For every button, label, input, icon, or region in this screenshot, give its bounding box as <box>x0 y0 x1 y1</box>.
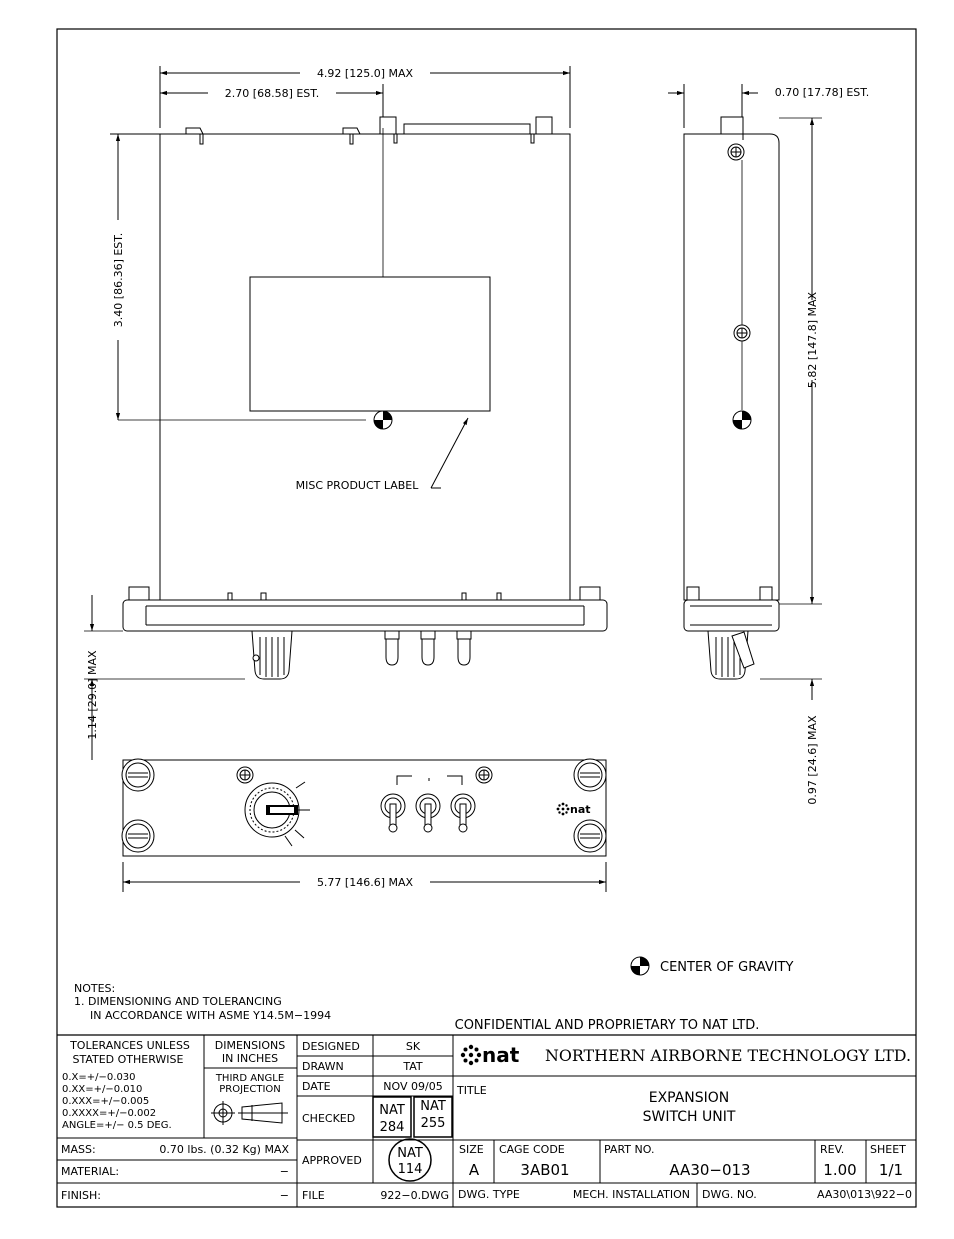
cog-legend-icon <box>631 957 649 975</box>
tolerance-2: 0.XX=+/−0.010 <box>62 1084 143 1095</box>
svg-text:284: 284 <box>379 1120 405 1135</box>
toggle-front-3 <box>451 794 475 832</box>
company-name: NORTHERN AIRBORNE TECHNOLOGY LTD. <box>545 1046 911 1065</box>
toggle-front-2 <box>416 794 440 832</box>
dim-knob-protrusion: 1.14 [29.0] MAX <box>86 650 99 740</box>
faceplate-side <box>684 600 779 631</box>
date-value: NOV 09/05 <box>383 1080 443 1093</box>
dim-front-width: 5.77 [146.6] MAX <box>316 876 414 889</box>
title-label: TITLE <box>457 1084 487 1097</box>
finish-value: − <box>279 1189 289 1202</box>
drawn-label: DRAWN <box>302 1060 344 1073</box>
front-screw-bl <box>122 820 154 852</box>
note-1-cont: IN ACCORDANCE WITH ASME Y14.5M−1994 <box>90 1009 332 1022</box>
notes <box>74 982 331 1022</box>
tolerance-1: 0.X=+/−0.030 <box>62 1072 136 1083</box>
front-screw-toggles <box>476 767 492 783</box>
front-nat-logo <box>557 803 591 816</box>
title-block <box>57 1035 916 1207</box>
size-value: A <box>468 1161 480 1179</box>
toggle-top-2 <box>421 631 435 665</box>
projection-title-1: THIRD ANGLE <box>215 1073 285 1084</box>
dim-cg-y: 3.40 [86.36] EST. <box>112 232 125 328</box>
top-view <box>84 64 607 760</box>
cage-code-label: CAGE CODE <box>499 1143 565 1156</box>
designed-value: SK <box>405 1040 421 1053</box>
file-label: FILE <box>302 1189 325 1202</box>
material-value: − <box>279 1165 289 1178</box>
rotary-knob-top <box>252 631 292 679</box>
front-screw-tl <box>122 759 154 791</box>
dwg-type-value: MECH. INSTALLATION <box>572 1188 690 1201</box>
mass-value: 0.70 lbs. (0.32 Kg) MAX <box>159 1143 289 1156</box>
dim-side-knob: 0.97 [24.6] MAX <box>806 715 819 805</box>
mass-label: MASS: <box>61 1143 96 1156</box>
dimensions-title-2: IN INCHES <box>221 1052 279 1065</box>
drawn-value: TAT <box>403 1060 423 1073</box>
faceplate-top <box>123 600 607 631</box>
dimensions-title-1: DIMENSIONS <box>214 1039 286 1052</box>
svg-text:NAT: NAT <box>420 1099 446 1114</box>
approved-label: APPROVED <box>302 1154 362 1167</box>
company-logo <box>461 1043 520 1067</box>
svg-text:114: 114 <box>397 1162 423 1177</box>
sheet-label: SHEET <box>870 1143 906 1156</box>
checked-stamp-255 <box>414 1097 452 1137</box>
rev-label: REV. <box>820 1143 845 1156</box>
cog-marker-top <box>374 411 392 429</box>
tolerance-3: 0.XXX=+/−0.005 <box>62 1096 150 1107</box>
side-view <box>668 84 869 805</box>
tolerances-title-1: TOLERANCES UNLESS <box>70 1039 190 1052</box>
dwg-no-value: AA30\013\922−0 <box>817 1188 912 1201</box>
size-label: SIZE <box>459 1143 484 1156</box>
part-no-value: AA30−013 <box>669 1161 751 1179</box>
cage-code-value: 3AB01 <box>520 1161 570 1179</box>
projection-title-2: PROJECTION <box>219 1084 281 1095</box>
checked-stamp-284 <box>373 1097 411 1137</box>
toggle-top-1 <box>385 631 399 665</box>
date-label: DATE <box>302 1080 331 1093</box>
unit-body-side <box>684 134 779 600</box>
dim-side-height: 5.82 [147.8] MAX <box>806 291 819 389</box>
tolerance-4: 0.XXXX=+/−0.002 <box>62 1108 157 1119</box>
checked-label: CHECKED <box>302 1112 356 1125</box>
cog-legend-text: CENTER OF GRAVITY <box>660 960 794 975</box>
rotary-knob-front <box>245 782 310 846</box>
designed-label: DESIGNED <box>302 1040 360 1053</box>
front-view <box>122 759 606 892</box>
third-angle-projection-symbol <box>211 1101 288 1125</box>
front-screw-knob <box>237 767 253 783</box>
toggle-top-3 <box>457 631 471 665</box>
notes-heading: NOTES: <box>74 982 116 995</box>
dwg-no-label: DWG. NO. <box>702 1188 757 1201</box>
tolerance-angle: ANGLE=+/− 0.5 DEG. <box>62 1120 172 1131</box>
rev-value: 1.00 <box>823 1161 857 1179</box>
front-panel <box>123 760 606 856</box>
svg-text:nat: nat <box>570 803 591 816</box>
material-label: MATERIAL: <box>61 1165 120 1178</box>
note-1: 1. DIMENSIONING AND TOLERANCING <box>74 995 282 1008</box>
tolerances-title-2: STATED OTHERWISE <box>72 1053 184 1066</box>
file-value: 922−0.DWG <box>380 1189 449 1202</box>
misc-product-label-callout: MISC PRODUCT LABEL <box>295 479 419 492</box>
dim-cg-x: 2.70 [68.58] EST. <box>224 87 320 100</box>
cog-marker-side <box>733 411 751 429</box>
approved-stamp-114 <box>389 1139 431 1181</box>
svg-text:255: 255 <box>420 1116 446 1131</box>
confidential-notice: CONFIDENTIAL AND PROPRIETARY TO NAT LTD. <box>454 1018 760 1033</box>
side-screw-top <box>728 144 744 160</box>
sheet-value: 1/1 <box>878 1161 904 1179</box>
svg-text:NAT: NAT <box>379 1103 405 1118</box>
front-screw-br <box>574 820 606 852</box>
title-line-1: EXPANSION <box>648 1090 730 1106</box>
svg-text:nat: nat <box>482 1043 520 1067</box>
dwg-type-label: DWG. TYPE <box>458 1188 520 1201</box>
finish-label: FINISH: <box>61 1189 102 1202</box>
product-label-area <box>250 277 490 411</box>
toggle-front-1 <box>381 794 405 832</box>
side-screw-mid <box>734 325 750 341</box>
dim-side-cg: 0.70 [17.78] EST. <box>774 86 870 99</box>
dim-overall-depth: 4.92 [125.0] MAX <box>316 67 414 80</box>
svg-text:NAT: NAT <box>397 1146 423 1161</box>
part-no-label: PART NO. <box>604 1143 655 1156</box>
title-line-2: SWITCH UNIT <box>642 1109 736 1125</box>
front-screw-tr <box>574 759 606 791</box>
